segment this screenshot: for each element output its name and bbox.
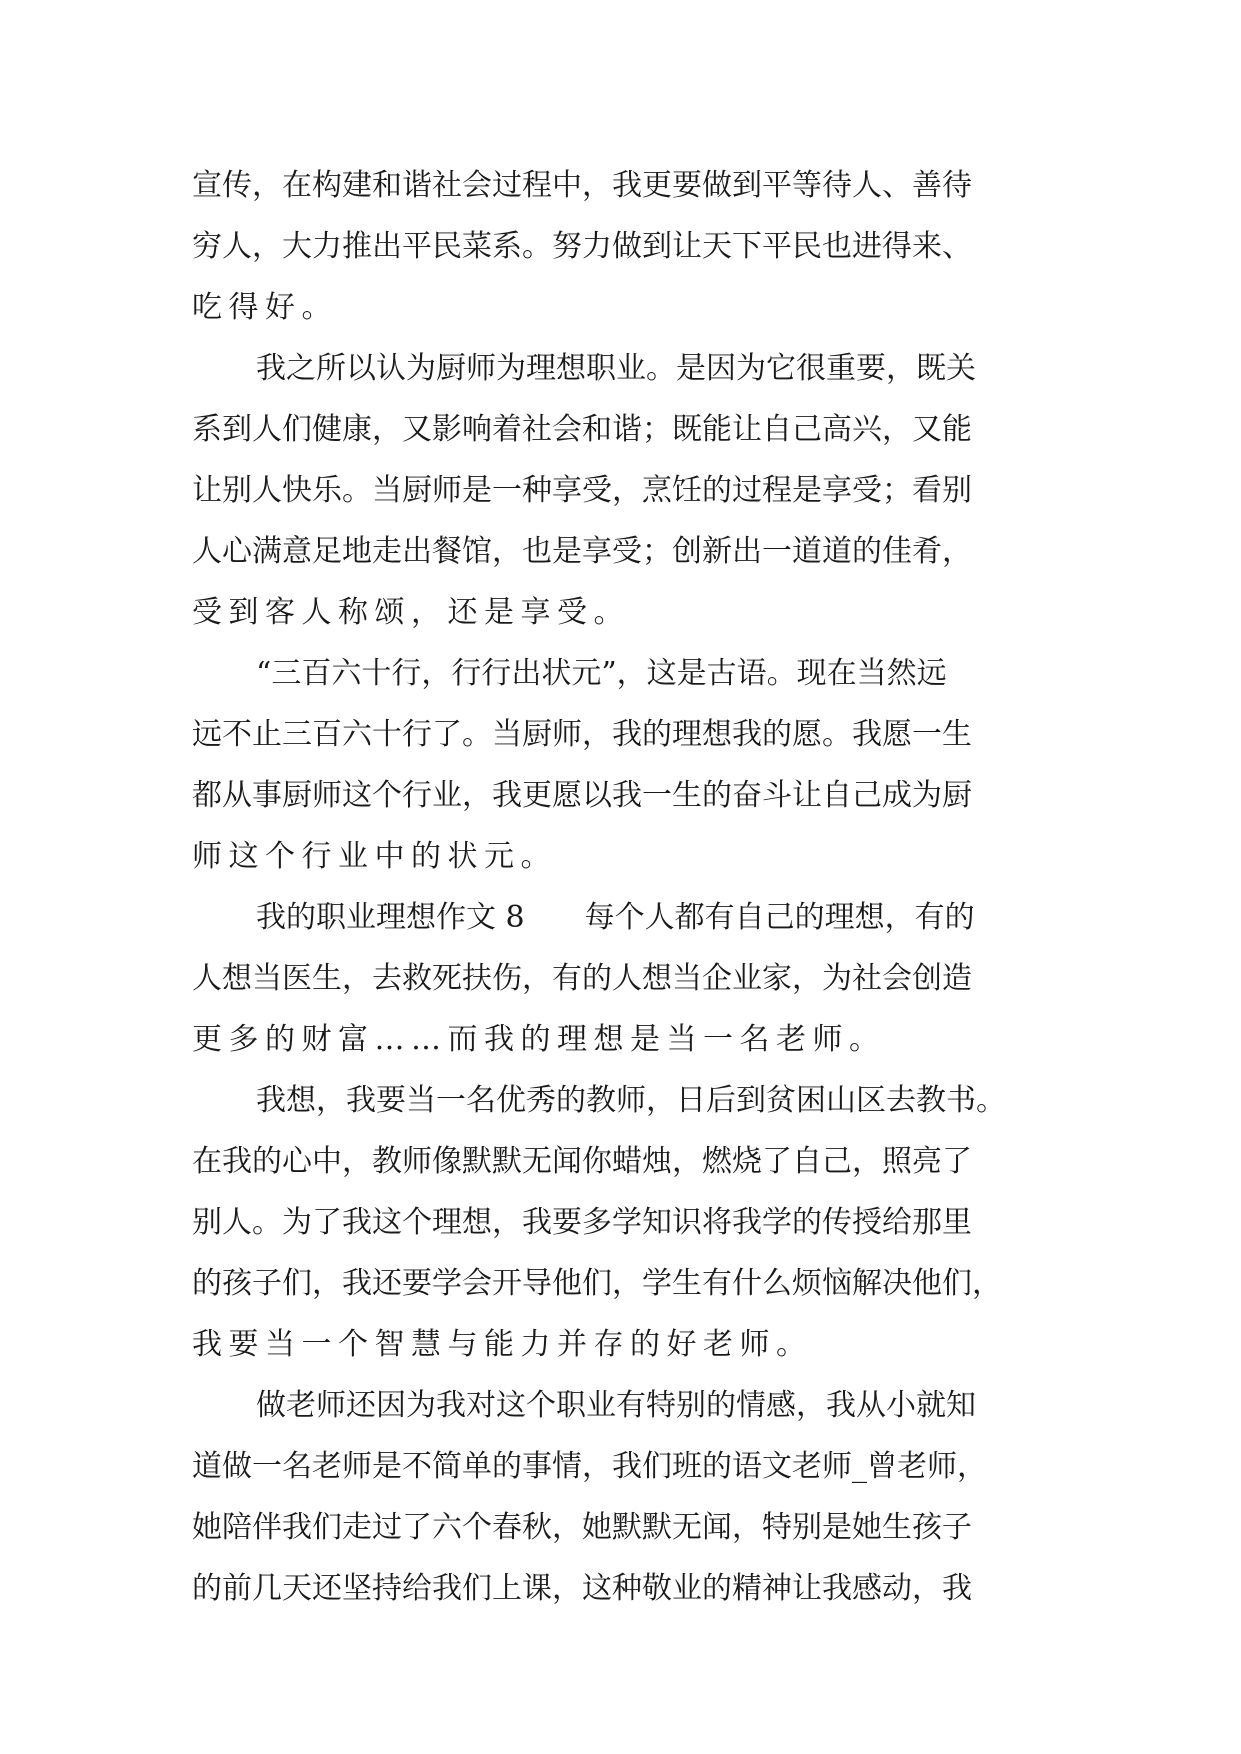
text-line: 更多的财富……而我的理想是当一名老师。 xyxy=(192,1022,886,1057)
text-line: 别人。为了我这个理想，我要多学知识将我学的传授给那里 xyxy=(192,1205,972,1240)
paragraph-start-line: 我想，我要当一名优秀的教师，日后到贫困山区去教书。 xyxy=(256,1083,1006,1118)
text-line: 穷人，大力推出平民菜系。努力做到让天下平民也进得来、 xyxy=(192,229,972,264)
text-line: 人心满意足地走出餐馆，也是享受；创新出一道道的佳肴， xyxy=(192,534,972,569)
text-line: 师这个行业中的状元。 xyxy=(192,839,557,874)
text-line: 系到人们健康，又影响着社会和谐；既能让自己高兴，又能 xyxy=(192,412,972,447)
text-line: 的孩子们，我还要学会开导他们，学生有什么烦恼解决他们， xyxy=(192,1266,1002,1301)
text-line: 都从事厨师这个行业，我更愿以我一生的奋斗让自己成为厨 xyxy=(192,778,972,813)
text-line: 我要当一个智慧与能力并存的好老师。 xyxy=(192,1327,813,1362)
text-line: 她陪伴我们走过了六个春秋，她默默无闻，特别是她生孩子 xyxy=(192,1510,972,1545)
text-line: 宣传，在构建和谐社会过程中，我更要做到平等待人、善待 xyxy=(192,168,972,203)
paragraph-start-line: 做老师还因为我对这个职业有特别的情感，我从小就知 xyxy=(256,1388,976,1423)
text-line: 吃得好。 xyxy=(192,290,338,325)
text-line: 人想当医生，去救死扶伤，有的人想当企业家，为社会创造 xyxy=(192,961,972,996)
text-line: 在我的心中，教师像默默无闻你蜡烛，燃烧了自己，照亮了 xyxy=(192,1144,972,1179)
text-line: 让别人快乐。当厨师是一种享受，烹饪的过程是享受；看别 xyxy=(192,473,972,508)
paragraph-start-line: 我之所以认为厨师为理想职业。是因为它很重要，既关 xyxy=(256,351,976,386)
text-line: 远不止三百六十行了。当厨师，我的理想我的愿。我愿一生 xyxy=(192,717,972,752)
text-line: 的前几天还坚持给我们上课，这种敬业的精神让我感动，我 xyxy=(192,1571,972,1606)
paragraph-start-line: “三百六十行，行行出状元”，这是古语。现在当然远 xyxy=(256,656,947,691)
document-body xyxy=(192,155,1052,1619)
text-line: 受到客人称颂，还是享受。 xyxy=(192,595,630,630)
essay-heading-line: 我的职业理想作文 8 每个人都有自己的理想，有的 xyxy=(256,900,975,935)
text-line: 道做一名老师是不简单的事情，我们班的语文老师_曾老师， xyxy=(192,1449,987,1484)
